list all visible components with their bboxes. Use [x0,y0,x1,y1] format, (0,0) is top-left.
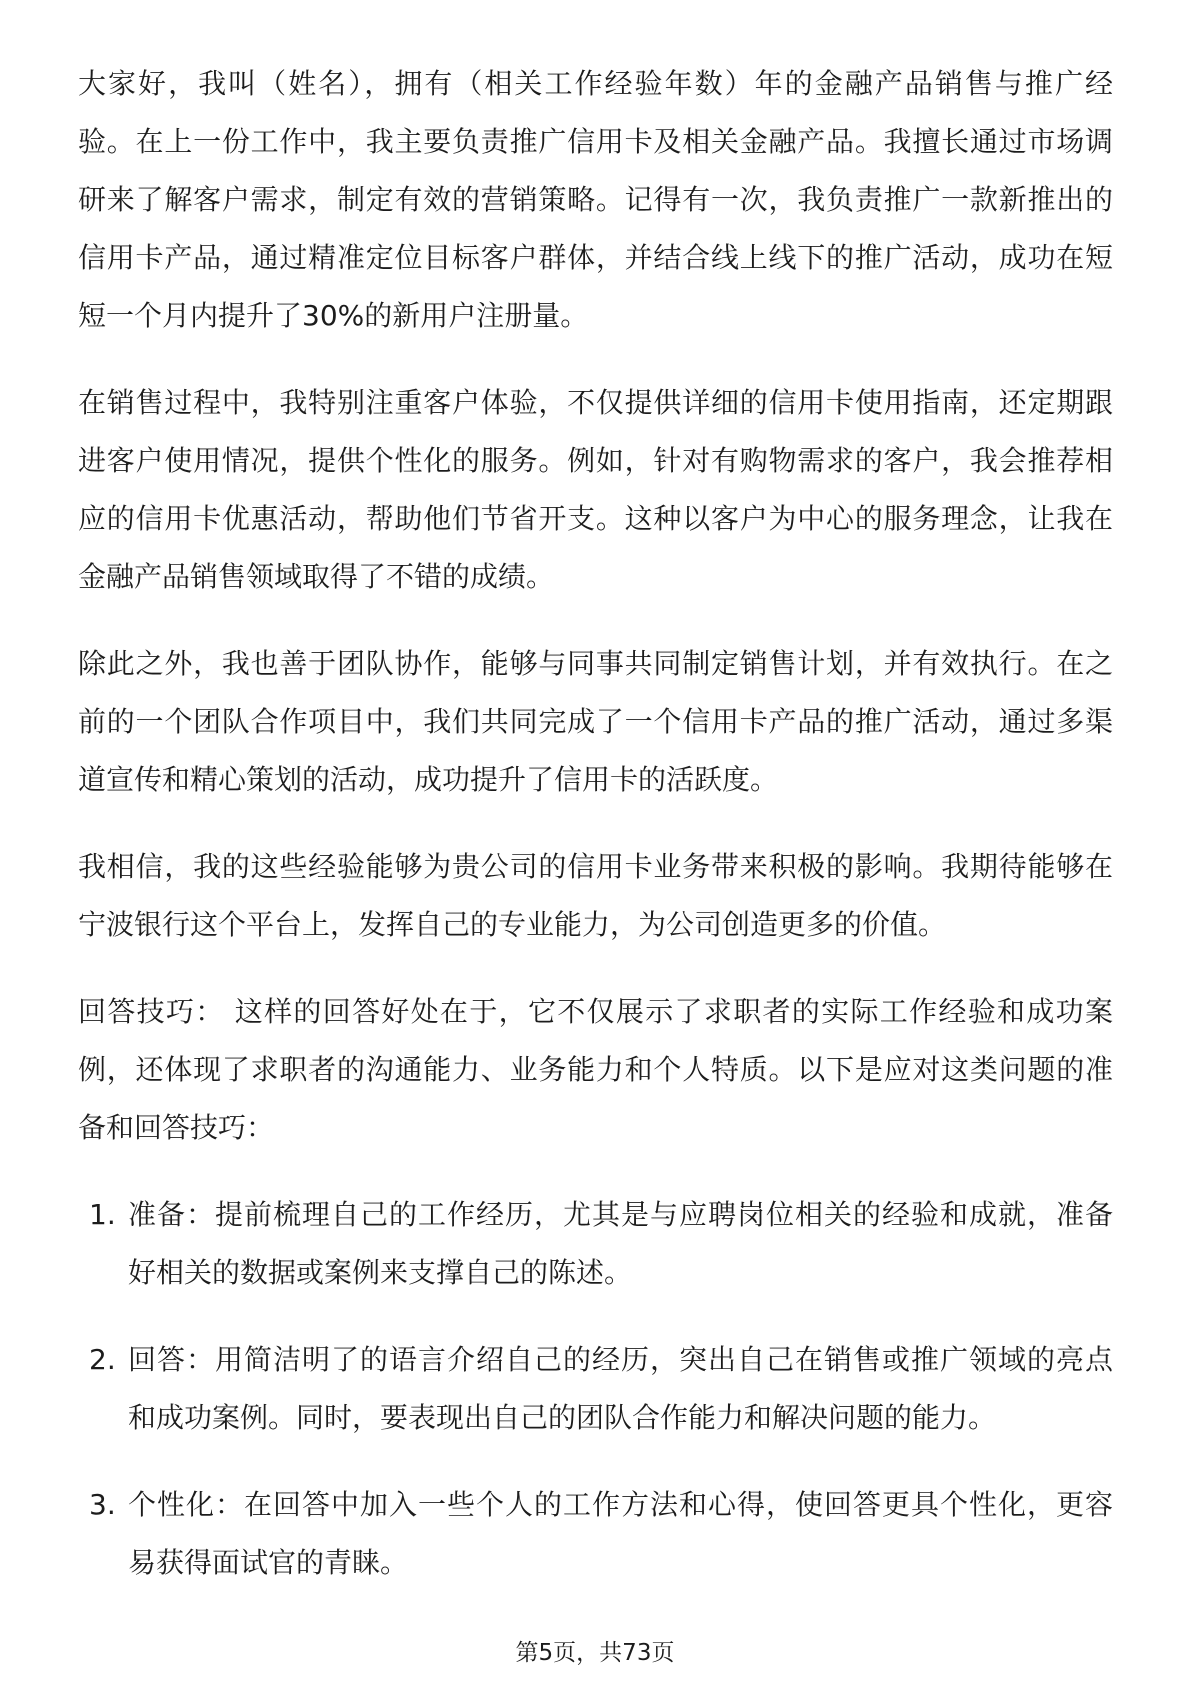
tips-list [78,1186,1113,1592]
text-line: 个性化：在回答中加入一些个人的工作方法和心得，使回答更具个性化，更容 [128,1488,1113,1521]
list-number: 2. [89,1343,116,1376]
text-line: 好相关的数据或案例来支撑自己的陈述。 [128,1256,633,1289]
text-line: 例，还体现了求职者的沟通能力、业务能力和个人特质。以下是应对这类问题的准 [78,1053,1113,1086]
paragraph-answer-tips [78,983,1113,1157]
text-line: 除此之外，我也善于团队协作，能够与同事共同制定销售计划，并有效执行。在之 [78,647,1113,680]
text-line: 回答：用简洁明了的语言介绍自己的经历，突出自己在销售或推广领域的亮点 [128,1343,1113,1376]
list-number: 3. [89,1488,116,1521]
page-content [78,55,1113,1621]
paragraph-teamwork [78,635,1113,809]
text-line: 前的一个团队合作项目中，我们共同完成了一个信用卡产品的推广活动，通过多渠 [78,705,1113,738]
text-line: 宁波银行这个平台上，发挥自己的专业能力，为公司创造更多的价值。 [78,908,947,941]
text-line: 验。在上一份工作中，我主要负责推广信用卡及相关金融产品。我擅长通过市场调 [78,125,1113,158]
text-line: 回答技巧： 这样的回答好处在于，它不仅展示了求职者的实际工作经验和成功案 [78,995,1113,1028]
text-line: 金融产品销售领域取得了不错的成绩。 [78,560,555,593]
paragraph-experience-intro [78,55,1113,345]
paragraph-closing [78,838,1113,954]
paragraph-customer-experience [78,374,1113,606]
text-line: 大家好，我叫（姓名），拥有（相关工作经验年数）年的金融产品销售与推广经 [78,67,1113,100]
text-line: 易获得面试官的青睐。 [128,1546,409,1579]
text-line: 和成功案例。同时，要表现出自己的团队合作能力和解决问题的能力。 [128,1401,997,1434]
text-line: 在销售过程中，我特别注重客户体验，不仅提供详细的信用卡使用指南，还定期跟 [78,386,1113,419]
list-item [78,1186,1113,1302]
text-line: 短一个月内提升了30%的新用户注册量。 [78,299,589,332]
text-line: 我相信，我的这些经验能够为贵公司的信用卡业务带来积极的影响。我期待能够在 [78,850,1113,883]
text-line: 研来了解客户需求，制定有效的营销策略。记得有一次，我负责推广一款新推出的 [78,183,1113,216]
text-line: 备和回答技巧： [78,1111,275,1144]
text-line: 信用卡产品，通过精准定位目标客户群体，并结合线上线下的推广活动，成功在短 [78,241,1113,274]
text-line: 进客户使用情况，提供个性化的服务。例如，针对有购物需求的客户，我会推荐相 [78,444,1113,477]
list-item [78,1476,1113,1592]
text-line: 道宣传和精心策划的活动，成功提升了信用卡的活跃度。 [78,763,779,796]
list-item [78,1331,1113,1447]
text-line: 应的信用卡优惠活动，帮助他们节省开支。这种以客户为中心的服务理念，让我在 [78,502,1113,535]
text-line: 准备：提前梳理自己的工作经历，尤其是与应聘岗位相关的经验和成就，准备 [128,1198,1113,1231]
list-number: 1. [89,1198,116,1231]
page-number: 第5页，共73页 [515,1640,675,1666]
